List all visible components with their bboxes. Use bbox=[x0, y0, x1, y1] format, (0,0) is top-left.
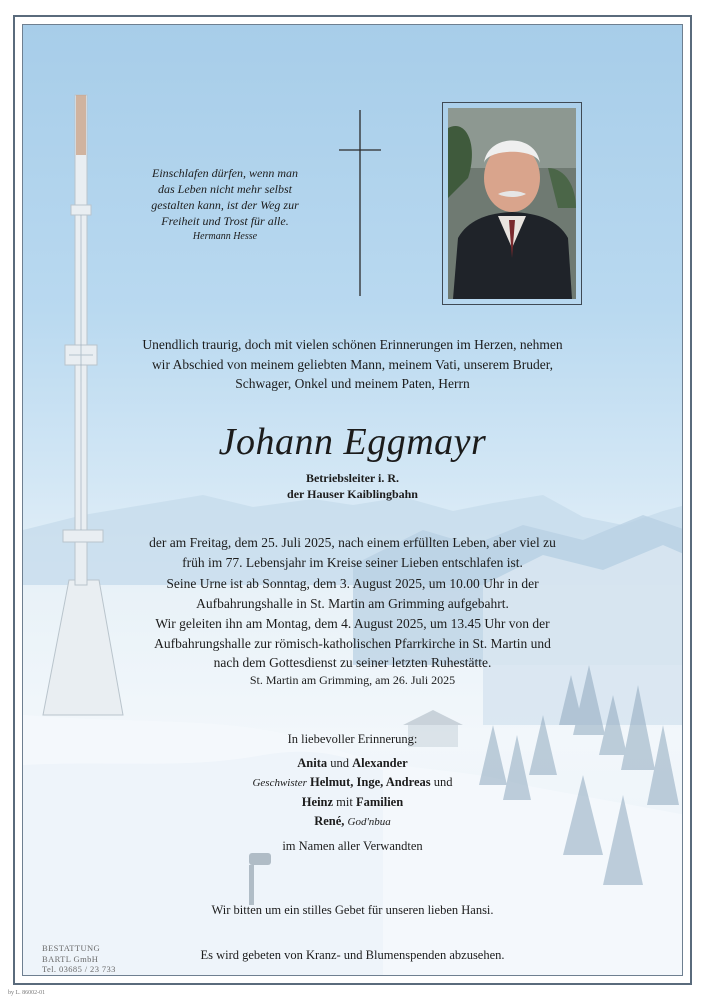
death-notice-line: der am Freitag, dem 25. Juli 2025, nach einem erfüllten Leben, aber viel zu bbox=[149, 535, 556, 550]
connector-word: und bbox=[433, 775, 453, 789]
undertaker-line: BESTATTUNG bbox=[42, 943, 101, 953]
quote-line: Einschlafen dürfen, wenn man bbox=[152, 166, 298, 180]
cross-icon bbox=[339, 110, 383, 296]
funeral-notice-line: nach dem Gottesdienst zu seiner letzten Ruhestätte. bbox=[213, 655, 492, 670]
urn-notice-line: Seine Urne ist ab Sonntag, dem 3. August 2025, um 10.00 Uhr in der bbox=[166, 576, 539, 591]
mourners-block bbox=[23, 730, 682, 856]
obituary-card bbox=[13, 15, 692, 985]
mourners-row bbox=[23, 793, 682, 812]
quote-line: das Leben nicht mehr selbst bbox=[158, 182, 292, 196]
death-notice bbox=[23, 533, 682, 572]
intro-text bbox=[23, 335, 682, 394]
undertaker-line: BARTL GmbH bbox=[42, 953, 99, 964]
title-line: Betriebsleiter i. R. bbox=[305, 471, 400, 485]
mourners-row bbox=[23, 812, 682, 832]
connector-word: und bbox=[330, 756, 350, 770]
undertaker-phone: Tel. 03685 / 23 733 bbox=[42, 964, 116, 974]
place-date: St. Martin am Grimming, am 26. Juli 2025 bbox=[249, 673, 456, 687]
mourner-name: René, bbox=[314, 814, 345, 828]
mourners-row bbox=[23, 754, 682, 773]
mourner-name: Helmut, Inge, Andreas bbox=[310, 775, 431, 789]
print-code: by L. 86002-01 bbox=[8, 990, 46, 996]
urn-notice bbox=[23, 574, 682, 613]
connector-word: mit bbox=[336, 795, 353, 809]
mourner-name: Heinz bbox=[301, 795, 334, 809]
quote-line: gestalten kann, ist der Weg zur bbox=[151, 198, 299, 212]
mourner-name: Familien bbox=[355, 795, 404, 809]
intro-line: wir Abschied von meinem geliebten Mann, meinem Vati, unserem Bruder, bbox=[151, 356, 554, 372]
mourners-heading: In liebevoller Erinnerung: bbox=[287, 732, 418, 746]
relation-label: God'nbua bbox=[347, 816, 391, 828]
funeral-notice-line: Aufbahrungshalle zur römisch-katholischen Pfarrkirche in St. Martin und bbox=[154, 635, 551, 651]
intro-line: Schwager, Onkel und meinem Paten, Herrn bbox=[235, 376, 470, 391]
deceased-name: Johann Eggmayr bbox=[218, 421, 487, 463]
quote-line: Freiheit und Trost für alle. bbox=[161, 214, 289, 228]
prayer-request: Wir bitten um ein stilles Gebet für unseren lieben Hansi. bbox=[211, 903, 494, 917]
portrait-frame bbox=[442, 102, 582, 305]
quote-block bbox=[140, 165, 310, 245]
death-notice-line: früh im 77. Lebensjahr im Kreise seiner Lieben entschlafen ist. bbox=[182, 554, 523, 570]
mourner-name: Anita bbox=[297, 756, 328, 770]
intro-line: Unendlich traurig, doch mit vielen schönen Erinnerungen im Herzen, nehmen bbox=[142, 337, 563, 352]
portrait-photo bbox=[448, 108, 576, 299]
deceased-title bbox=[23, 470, 682, 502]
relatives-line: im Namen aller Verwandten bbox=[282, 839, 423, 853]
quote-author: Hermann Hesse bbox=[192, 231, 258, 242]
funeral-notice bbox=[23, 614, 682, 673]
undertaker-logo bbox=[42, 943, 116, 975]
mourner-name: Alexander bbox=[352, 756, 408, 770]
background-scene bbox=[22, 24, 683, 976]
title-line: der Hauser Kaiblingbahn bbox=[287, 487, 418, 501]
flower-note: Es wird gebeten von Kranz- und Blumenspenden abzusehen. bbox=[200, 948, 505, 962]
mourners-row bbox=[23, 773, 682, 793]
funeral-notice-line: Wir geleiten ihn am Montag, dem 4. August 2025, um 13.45 Uhr von der bbox=[155, 616, 550, 631]
urn-notice-line: Aufbahrungshalle in St. Martin am Grimming aufgebahrt. bbox=[196, 595, 509, 611]
relation-label: Geschwister bbox=[252, 777, 307, 789]
